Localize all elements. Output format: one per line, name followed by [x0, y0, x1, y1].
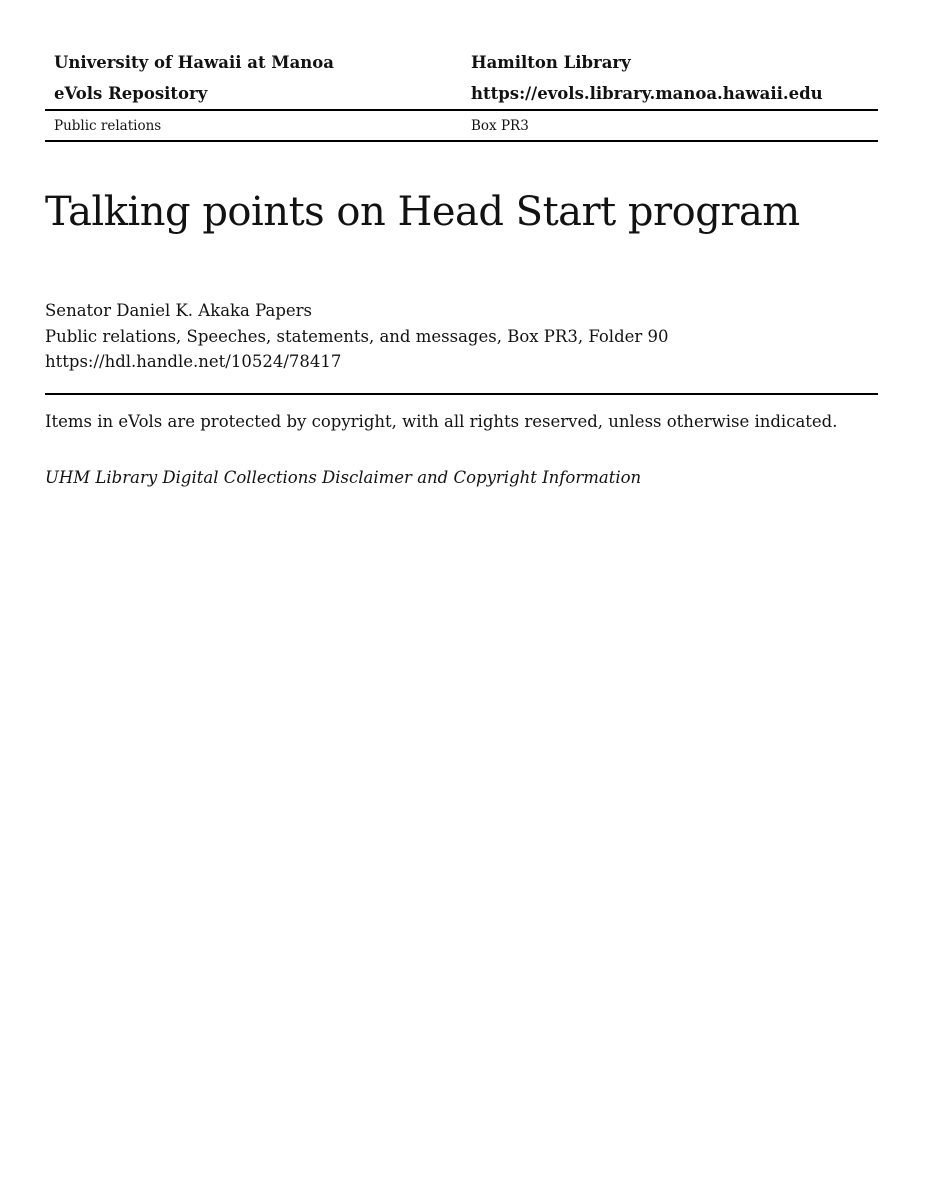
rights-statement: Items in eVols are protected by copyright, with all rights reserved, unless otherwise indicated.: [45, 411, 838, 431]
citation-rule: [45, 393, 878, 395]
header-row-1: [45, 47, 878, 78]
institution-name: University of Hawaii at Manoa: [54, 53, 334, 72]
library-name: Hamilton Library: [471, 53, 631, 72]
repository-name: eVols Repository: [54, 84, 208, 103]
header-row-2: [45, 78, 878, 109]
collection-series-label: Public relations: [54, 117, 162, 134]
box-label: Box PR3: [471, 117, 529, 134]
document-title: Talking points on Head Start program: [45, 189, 800, 235]
repository-url-link[interactable]: https://evols.library.manoa.hawaii.edu: [471, 84, 823, 103]
disclaimer-copyright-link[interactable]: UHM Library Digital Collections Disclaimer and Copyright Information: [45, 467, 642, 487]
header-meta-row: [45, 111, 878, 140]
page-content: [0, 0, 927, 490]
handle-url-link[interactable]: https://hdl.handle.net/10524/78417: [45, 352, 342, 371]
citation-block: [45, 298, 878, 375]
header-rule-bottom: [45, 140, 878, 142]
repository-header: [45, 47, 878, 142]
citation-collection: Senator Daniel K. Akaka Papers: [45, 301, 313, 320]
citation-location: Public relations, Speeches, statements, and messages, Box PR3, Folder 90: [45, 326, 669, 346]
